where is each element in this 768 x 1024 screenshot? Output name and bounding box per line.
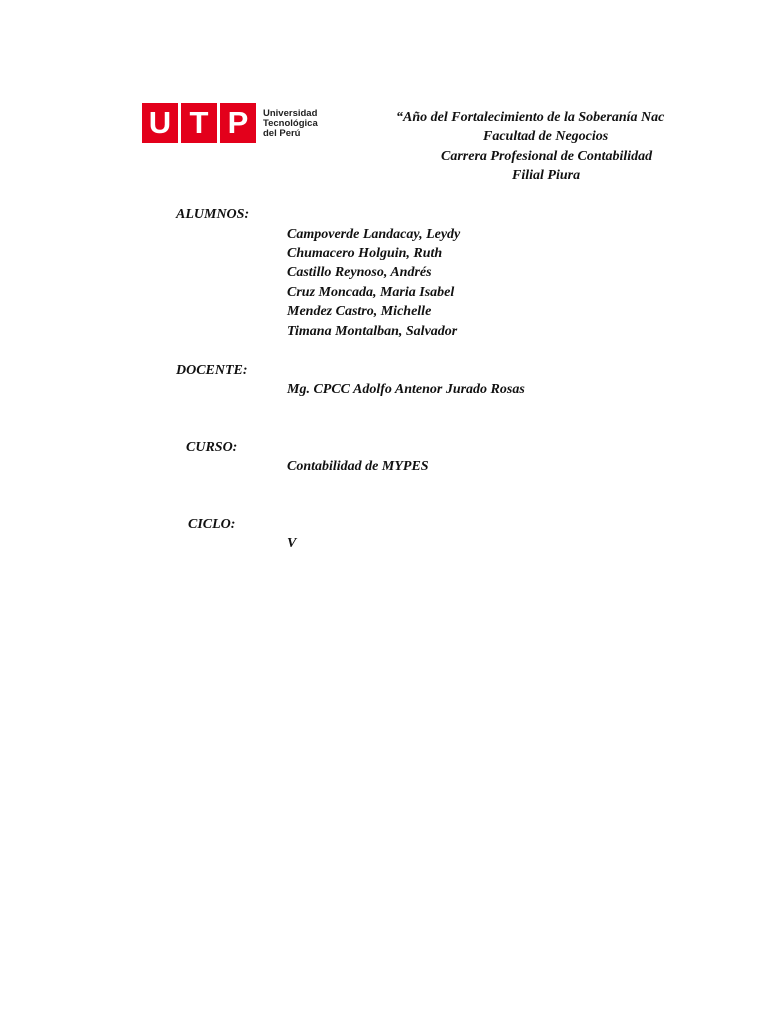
year-motto: “Año del Fortalecimiento de la Soberanía Nac [396,110,665,125]
student-name: Campoverde Landacay, Leydy [287,227,461,242]
logo-letter-u: U [142,103,178,143]
student-name: Cruz Moncada, Maria Isabel [287,285,455,300]
course-name: Contabilidad de MYPES [287,459,429,474]
course-label: CURSO: [186,440,238,455]
logo-line-1: Universidad [263,108,318,119]
cycle-label: CICLO: [188,517,236,532]
logo-letter-p: P [220,103,256,143]
teacher-label: DOCENTE: [176,363,248,378]
students-label: ALUMNOS: [176,207,250,222]
student-name: Chumacero Holguin, Ruth [287,246,443,261]
logo-line-2: Tecnológica [263,118,318,129]
student-name: Castillo Reynoso, Andrés [287,265,432,280]
career-name: Carrera Profesional de Contabilidad [441,149,653,164]
logo-line-3: del Perú [263,128,301,139]
student-name: Mendez Castro, Michelle [287,304,432,319]
teacher-name: Mg. CPCC Adolfo Antenor Jurado Rosas [287,382,525,397]
faculty-name: Facultad de Negocios [483,129,609,144]
utp-logo [142,103,322,143]
cycle-value: V [287,536,297,551]
logo-university-name [263,109,318,139]
logo-letter-t: T [181,103,217,143]
student-name: Timana Montalban, Salvador [287,324,458,339]
branch-name: Filial Piura [512,168,581,183]
